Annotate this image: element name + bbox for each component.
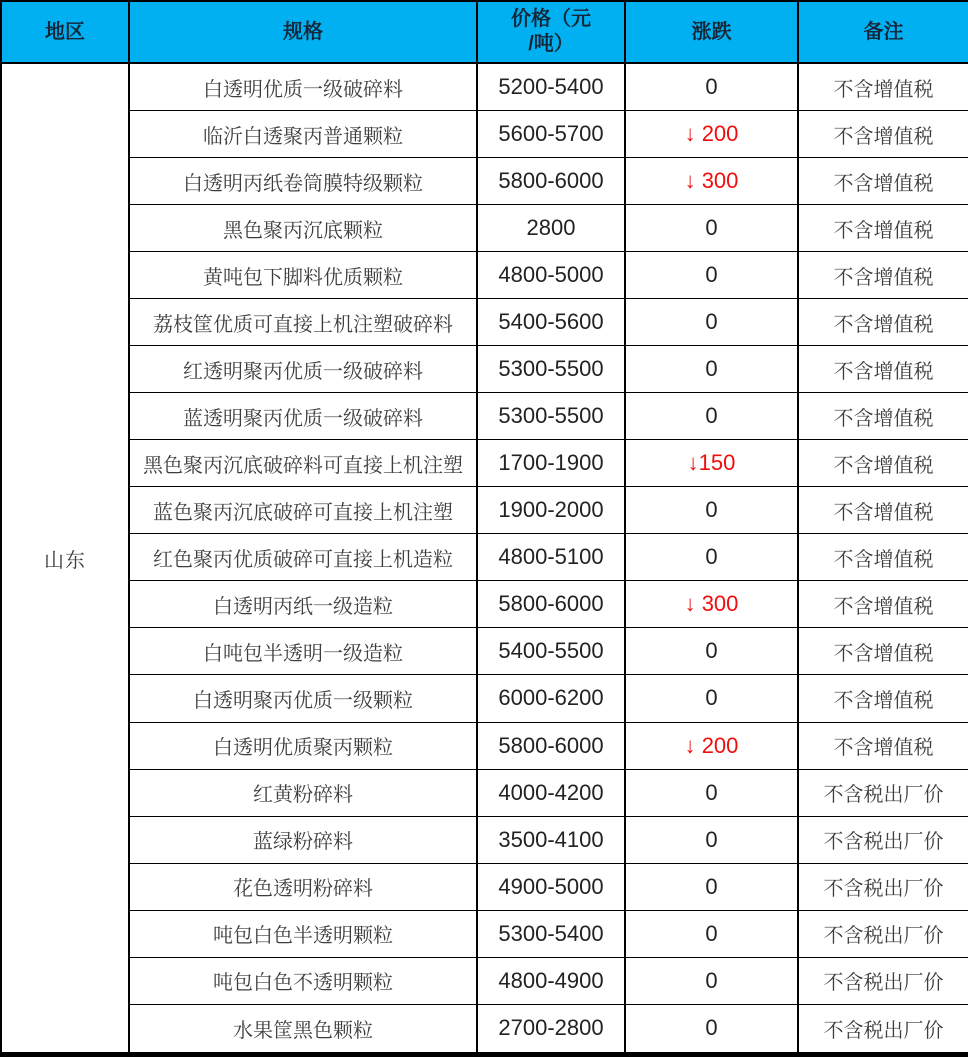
change-cell: 0 xyxy=(625,957,798,1004)
price-cell: 5400-5600 xyxy=(477,299,625,346)
table-row xyxy=(1,393,968,440)
price-cell: 5300-5500 xyxy=(477,393,625,440)
region-cell: 山东 xyxy=(1,63,129,1055)
header-row xyxy=(1,1,968,63)
change-cell: 0 xyxy=(625,393,798,440)
table-row xyxy=(1,957,968,1004)
spec-cell: 吨包白色不透明颗粒 xyxy=(129,957,477,1004)
note-cell: 不含税出厂价 xyxy=(798,863,968,910)
header-price-line2: /吨） xyxy=(528,33,574,55)
change-cell: ↓150 xyxy=(625,440,798,487)
change-cell: ↓ 300 xyxy=(625,158,798,205)
spec-cell: 白吨包半透明一级造粒 xyxy=(129,628,477,675)
price-cell: 6000-6200 xyxy=(477,675,625,722)
note-cell: 不含增值税 xyxy=(798,440,968,487)
note-cell: 不含增值税 xyxy=(798,534,968,581)
table-row xyxy=(1,487,968,534)
table-row xyxy=(1,1004,968,1054)
table-body xyxy=(1,63,968,1055)
price-cell: 5800-6000 xyxy=(477,581,625,628)
note-cell: 不含增值税 xyxy=(798,675,968,722)
spec-cell: 临沂白透聚丙普通颗粒 xyxy=(129,111,477,158)
price-cell: 5400-5500 xyxy=(477,628,625,675)
table-row xyxy=(1,769,968,816)
table-row xyxy=(1,111,968,158)
table-row xyxy=(1,158,968,205)
spec-cell: 黄吨包下脚料优质颗粒 xyxy=(129,252,477,299)
note-cell: 不含增值税 xyxy=(798,581,968,628)
table-row xyxy=(1,346,968,393)
note-cell: 不含税出厂价 xyxy=(798,769,968,816)
table-header xyxy=(1,1,968,63)
change-cell: ↓ 300 xyxy=(625,581,798,628)
note-cell: 不含增值税 xyxy=(798,252,968,299)
spec-cell: 蓝透明聚丙优质一级破碎料 xyxy=(129,393,477,440)
note-cell: 不含税出厂价 xyxy=(798,1004,968,1054)
spec-cell: 水果筐黑色颗粒 xyxy=(129,1004,477,1054)
note-cell: 不含增值税 xyxy=(798,299,968,346)
note-cell: 不含增值税 xyxy=(798,487,968,534)
header-note: 备注 xyxy=(798,1,968,63)
change-cell: ↓ 200 xyxy=(625,722,798,769)
spec-cell: 红黄粉碎料 xyxy=(129,769,477,816)
change-cell: 0 xyxy=(625,205,798,252)
price-cell: 1700-1900 xyxy=(477,440,625,487)
spec-cell: 蓝绿粉碎料 xyxy=(129,816,477,863)
change-cell: 0 xyxy=(625,534,798,581)
change-cell: 0 xyxy=(625,863,798,910)
note-cell: 不含增值税 xyxy=(798,628,968,675)
header-spec: 规格 xyxy=(129,1,477,63)
spec-cell: 黑色聚丙沉底颗粒 xyxy=(129,205,477,252)
table-row xyxy=(1,675,968,722)
note-cell: 不含税出厂价 xyxy=(798,910,968,957)
change-cell: ↓ 200 xyxy=(625,111,798,158)
header-region: 地区 xyxy=(1,1,129,63)
table-row xyxy=(1,910,968,957)
change-cell: 0 xyxy=(625,769,798,816)
table-row xyxy=(1,816,968,863)
spec-cell: 白透明丙纸一级造粒 xyxy=(129,581,477,628)
spec-cell: 荔枝筐优质可直接上机注塑破碎料 xyxy=(129,299,477,346)
spec-cell: 红色聚丙优质破碎可直接上机造粒 xyxy=(129,534,477,581)
table-row xyxy=(1,581,968,628)
note-cell: 不含增值税 xyxy=(798,158,968,205)
change-cell: 0 xyxy=(625,675,798,722)
price-cell: 3500-4100 xyxy=(477,816,625,863)
note-cell: 不含税出厂价 xyxy=(798,816,968,863)
price-cell: 4800-4900 xyxy=(477,957,625,1004)
table-row xyxy=(1,628,968,675)
header-price-line1: 价格（元 xyxy=(511,8,591,30)
change-cell: 0 xyxy=(625,816,798,863)
note-cell: 不含税出厂价 xyxy=(798,957,968,1004)
price-cell: 2700-2800 xyxy=(477,1004,625,1054)
table-row xyxy=(1,63,968,111)
note-cell: 不含增值税 xyxy=(798,393,968,440)
table-row xyxy=(1,440,968,487)
table-row xyxy=(1,863,968,910)
note-cell: 不含增值税 xyxy=(798,722,968,769)
price-cell: 5300-5500 xyxy=(477,346,625,393)
change-cell: 0 xyxy=(625,346,798,393)
spec-cell: 吨包白色半透明颗粒 xyxy=(129,910,477,957)
change-cell: 0 xyxy=(625,1004,798,1054)
note-cell: 不含增值税 xyxy=(798,346,968,393)
spec-cell: 白透明优质聚丙颗粒 xyxy=(129,722,477,769)
change-cell: 0 xyxy=(625,628,798,675)
price-cell: 4000-4200 xyxy=(477,769,625,816)
change-cell: 0 xyxy=(625,63,798,111)
price-cell: 2800 xyxy=(477,205,625,252)
spec-cell: 白透明优质一级破碎料 xyxy=(129,63,477,111)
price-cell: 4800-5000 xyxy=(477,252,625,299)
header-price xyxy=(477,1,625,63)
table-row xyxy=(1,205,968,252)
note-cell: 不含增值税 xyxy=(798,63,968,111)
table-row xyxy=(1,252,968,299)
table-row xyxy=(1,534,968,581)
price-cell: 5200-5400 xyxy=(477,63,625,111)
spec-cell: 红透明聚丙优质一级破碎料 xyxy=(129,346,477,393)
change-cell: 0 xyxy=(625,299,798,346)
table-row xyxy=(1,722,968,769)
spec-cell: 黑色聚丙沉底破碎料可直接上机注塑 xyxy=(129,440,477,487)
price-cell: 1900-2000 xyxy=(477,487,625,534)
table-row xyxy=(1,299,968,346)
spec-cell: 蓝色聚丙沉底破碎可直接上机注塑 xyxy=(129,487,477,534)
spec-cell: 花色透明粉碎料 xyxy=(129,863,477,910)
spec-cell: 白透明丙纸卷筒膜特级颗粒 xyxy=(129,158,477,205)
price-cell: 5800-6000 xyxy=(477,722,625,769)
header-change: 涨跌 xyxy=(625,1,798,63)
price-cell: 4800-5100 xyxy=(477,534,625,581)
price-cell: 4900-5000 xyxy=(477,863,625,910)
note-cell: 不含增值税 xyxy=(798,205,968,252)
change-cell: 0 xyxy=(625,252,798,299)
price-cell: 5800-6000 xyxy=(477,158,625,205)
spec-cell: 白透明聚丙优质一级颗粒 xyxy=(129,675,477,722)
price-cell: 5600-5700 xyxy=(477,111,625,158)
note-cell: 不含增值税 xyxy=(798,111,968,158)
change-cell: 0 xyxy=(625,910,798,957)
price-cell: 5300-5400 xyxy=(477,910,625,957)
change-cell: 0 xyxy=(625,487,798,534)
